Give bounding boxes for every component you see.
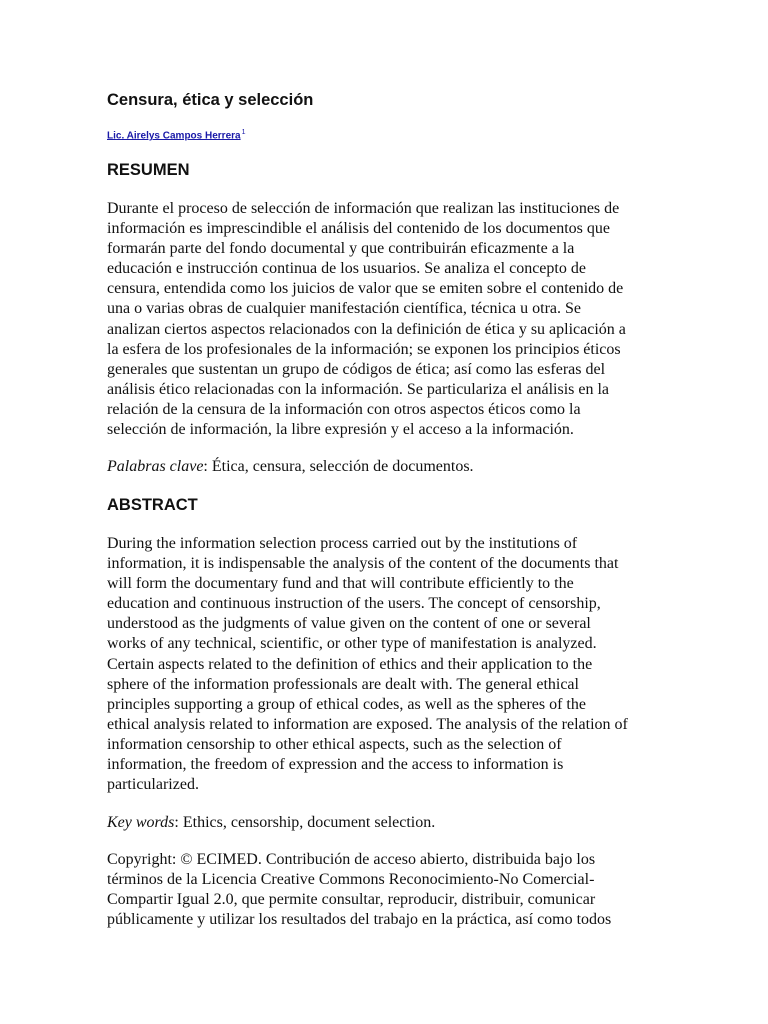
- abstract-line: principles supporting a group of ethical codes, as well as the spheres of the: [107, 695, 586, 713]
- abstract-line: information censorship to other ethical aspects, such as the selection of: [107, 735, 562, 753]
- copyright-paragraph: [107, 850, 663, 930]
- resumen-line: censura, entendida como los juicios de valor que se emiten sobre el contenido de: [107, 280, 624, 298]
- resumen-line: relación de la censura de la información con otros aspectos éticos como la: [107, 400, 581, 418]
- author-footnote-marker[interactable]: 1: [241, 129, 246, 136]
- resumen-line: formarán parte del fondo documental y que contribuirán eficazmente a la: [107, 240, 575, 258]
- author-link[interactable]: Lic. Airelys Campos Herrera: [107, 130, 241, 142]
- article-title: Censura, ética y selección: [107, 91, 314, 109]
- abstract-line: works of any technical, scientific, or other type of manifestation is analyzed.: [107, 635, 597, 653]
- copyright-line: términos de la Licencia Creative Commons Reconocimiento-No Comercial-: [107, 871, 595, 889]
- resumen-line: analizan ciertos aspectos relacionados con la definición de ética y su aplicación a: [107, 320, 626, 338]
- resumen-line: la esfera de los profesionales de la información; se exponen los principios éticos: [107, 340, 621, 358]
- author-line: [107, 129, 246, 141]
- resumen-keywords: [107, 457, 663, 477]
- resumen-paragraph: [107, 199, 663, 440]
- abstract-paragraph: [107, 534, 663, 795]
- keywords-text: : Ethics, censorship, document selection.: [174, 814, 436, 831]
- keywords-label: Palabras clave: [107, 458, 204, 475]
- copyright-line: Compartir Igual 2.0, que permite consultar, reproducir, distribuir, comunicar: [107, 891, 596, 909]
- keywords-line: [107, 813, 663, 833]
- keywords-line: [107, 457, 663, 477]
- resumen-line: selección de información, la libre expresión y el acceso a la información.: [107, 421, 574, 439]
- abstract-line: During the information selection process carried out by the institutions of: [107, 535, 578, 552]
- resumen-line: información es imprescindible el análisis del contenido de los documentos que: [107, 220, 610, 238]
- copyright-line: públicamente y utilizar los resultados del trabajo en la práctica, así como todos: [107, 911, 612, 929]
- abstract-line: will form the documentary fund and that will contribute efficiently to the: [107, 575, 574, 593]
- abstract-line: information, the freedom of expression and the access to information is: [107, 756, 564, 774]
- abstract-line: sphere of the information professionals are dealt with. The general ethical: [107, 675, 579, 693]
- resumen-line: Durante el proceso de selección de información que realizan las instituciones de: [107, 200, 620, 217]
- resumen-line: educación e instrucción continua de los usuarios. Se analiza el concepto de: [107, 260, 586, 278]
- resumen-line: análisis ético relacionadas con la información. Se particulariza el análisis en la: [107, 380, 610, 398]
- abstract-heading: ABSTRACT: [107, 496, 198, 514]
- abstract-line: Certain aspects related to the definition of ethics and their application to the: [107, 655, 593, 673]
- resumen-heading: RESUMEN: [107, 161, 190, 179]
- resumen-line: generales que sustentan un grupo de códigos de ética; así como las esferas del: [107, 360, 606, 378]
- abstract-line: information, it is indispensable the analysis of the content of the documents that: [107, 555, 619, 573]
- abstract-line: understood as the judgments of value given on the content of one or several: [107, 615, 591, 633]
- copyright-line: Copyright: © ECIMED. Contribución de acceso abierto, distribuida bajo los: [107, 851, 596, 868]
- abstract-line: education and continuous instruction of the users. The concept of censorship,: [107, 595, 601, 613]
- abstract-keywords: [107, 813, 663, 833]
- keywords-text: : Ética, censura, selección de documentos.: [203, 458, 474, 475]
- abstract-line: particularized.: [107, 776, 199, 794]
- abstract-line: ethical analysis related to information are exposed. The analysis of the relation of: [107, 715, 628, 733]
- resumen-line: una o varias obras de cualquier manifestación científica, técnica u otra. Se: [107, 300, 582, 318]
- keywords-label: Key words: [107, 814, 175, 831]
